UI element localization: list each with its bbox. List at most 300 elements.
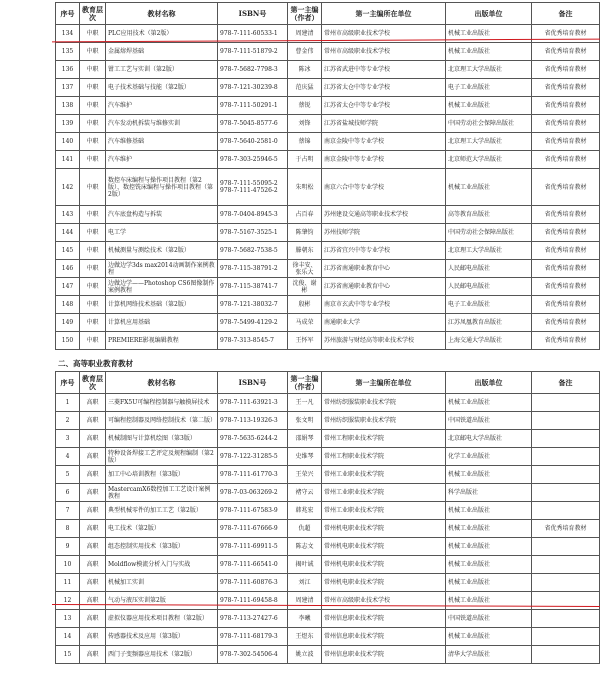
cell-index: 4	[56, 448, 80, 466]
cell-index: 10	[56, 556, 80, 574]
table-row	[56, 43, 600, 61]
table-row	[56, 466, 600, 484]
cell-publisher: 机械工业出版社	[446, 43, 532, 61]
cell-level: 高职	[80, 394, 106, 412]
cell-editor: 陈志文	[288, 538, 322, 556]
cell-publisher: 机械工业出版社	[446, 502, 532, 520]
cell-publisher: 机械工业出版社	[446, 628, 532, 646]
cell-unit: 常州信息职业技术学院	[322, 646, 446, 664]
cell-editor: 张文明	[288, 412, 322, 430]
cell-note: 省优秀培育教材	[532, 61, 600, 79]
cell-unit: 常州纺织服装职业技术学院	[322, 394, 446, 412]
column-header: 序号	[56, 3, 80, 25]
cell-title: 数控车床编程与操作项目教程（第2版）、数控铣床编程与操作项目教程（第2版）	[106, 169, 218, 206]
cell-unit: 常州信息职业技术学院	[322, 610, 446, 628]
cell-note: 省优秀培育教材	[532, 206, 600, 224]
cell-title: 金属熔焊基础	[106, 43, 218, 61]
cell-index: 8	[56, 520, 80, 538]
cell-editor: 周建清	[288, 592, 322, 610]
cell-index: 137	[56, 79, 80, 97]
cell-isbn: 978-7-111-63921-3	[218, 394, 288, 412]
table-row	[56, 97, 600, 115]
cell-index: 146	[56, 260, 80, 278]
cell-isbn: 978-7-111-69911-5	[218, 538, 288, 556]
cell-note: 省优秀培育教材	[532, 242, 600, 260]
cell-unit: 常州机电职业技术学院	[322, 556, 446, 574]
cell-note: 省优秀培育教材	[532, 224, 600, 242]
table-row	[56, 646, 600, 664]
cell-editor: 曹金伟	[288, 43, 322, 61]
cell-note: 省优秀培育教材	[532, 97, 600, 115]
table-row	[56, 502, 600, 520]
cell-unit: 常州市高级职业技术学校	[322, 43, 446, 61]
cell-isbn: 978-7-111-51879-2	[218, 43, 288, 61]
cell-title: 汽车维修基础	[106, 133, 218, 151]
table-higher-vocational	[55, 371, 600, 664]
cell-isbn: 978-7-313-8545-7	[218, 332, 288, 350]
cell-publisher: 北京师范大学出版社	[446, 151, 532, 169]
cell-unit: 江苏省武进中等专业学校	[322, 61, 446, 79]
cell-level: 高职	[80, 412, 106, 430]
cell-level: 中职	[80, 133, 106, 151]
cell-note	[532, 610, 600, 628]
table-row	[56, 151, 600, 169]
cell-index: 9	[56, 538, 80, 556]
table-row	[56, 224, 600, 242]
column-header: ISBN号	[218, 3, 288, 25]
cell-isbn: 978-7-111-69458-8	[218, 592, 288, 610]
cell-unit: 苏州旅游与财经高等职业技术学校	[322, 332, 446, 350]
table-secondary-vocational	[55, 2, 600, 350]
column-header: 备注	[532, 372, 600, 394]
cell-publisher: 机械工业出版社	[446, 592, 532, 610]
cell-title: 边做边学——Photoshop CS6图像制作案例教程	[106, 278, 218, 296]
cell-editor: 褚守云	[288, 484, 322, 502]
cell-level: 中职	[80, 79, 106, 97]
cell-index: 5	[56, 466, 80, 484]
cell-index: 138	[56, 97, 80, 115]
cell-level: 高职	[80, 628, 106, 646]
cell-publisher: 电子工业出版社	[446, 79, 532, 97]
cell-title: PREMIERE影视编辑教程	[106, 332, 218, 350]
cell-level: 中职	[80, 43, 106, 61]
cell-editor: 徐丰安、张乐大	[288, 260, 322, 278]
table-row	[56, 538, 600, 556]
cell-title: 特种设备焊接工艺评定及规程编制（第2版）	[106, 448, 218, 466]
cell-index: 147	[56, 278, 80, 296]
table-row	[56, 430, 600, 448]
cell-unit: 常州工业职业技术学院	[322, 484, 446, 502]
cell-title: 三菱FX5U可编程控制器与触摸屏技术	[106, 394, 218, 412]
cell-level: 中职	[80, 296, 106, 314]
table-row	[56, 260, 600, 278]
cell-title: 典型机械零件的加工工艺（第2版）	[106, 502, 218, 520]
column-header: 出版单位	[446, 3, 532, 25]
cell-unit: 江苏省南通职业教育中心	[322, 260, 446, 278]
cell-note: 省优秀培育教材	[532, 169, 600, 206]
cell-index: 14	[56, 628, 80, 646]
cell-editor: 王煜东	[288, 628, 322, 646]
cell-editor: 马成荣	[288, 314, 322, 332]
table-row	[56, 484, 600, 502]
cell-note: 省优秀培育教材	[532, 43, 600, 61]
cell-index: 1	[56, 394, 80, 412]
cell-isbn: 978-7-113-19326-3	[218, 412, 288, 430]
cell-editor: 王怀军	[288, 332, 322, 350]
table-row	[56, 206, 600, 224]
cell-level: 高职	[80, 520, 106, 538]
cell-editor: 朱明松	[288, 169, 322, 206]
cell-index: 2	[56, 412, 80, 430]
cell-isbn: 978-7-111-55095-2 978-7-111-47526-2	[218, 169, 288, 206]
cell-level: 高职	[80, 610, 106, 628]
cell-editor: 李曦	[288, 610, 322, 628]
cell-unit: 江苏省太仓中等专业学校	[322, 97, 446, 115]
cell-isbn: 978-7-111-60876-3	[218, 574, 288, 592]
cell-publisher: 化学工业出版社	[446, 448, 532, 466]
table-row	[56, 242, 600, 260]
column-header: 教材名称	[106, 372, 218, 394]
cell-title: 计算机网络技术基础（第2版）	[106, 296, 218, 314]
cell-index: 12	[56, 592, 80, 610]
cell-level: 高职	[80, 556, 106, 574]
cell-isbn: 978-7-5045-8577-6	[218, 115, 288, 133]
cell-publisher: 机械工业出版社	[446, 97, 532, 115]
table-row	[56, 448, 600, 466]
cell-isbn: 978-7-111-66541-0	[218, 556, 288, 574]
section-title: 二、高等职业教育教材	[58, 359, 133, 368]
cell-note	[532, 646, 600, 664]
cell-unit: 苏州建设交通高等职业技术学校	[322, 206, 446, 224]
cell-title: 计算机应用基础	[106, 314, 218, 332]
cell-publisher: 北京邮电大学出版社	[446, 430, 532, 448]
cell-index: 148	[56, 296, 80, 314]
cell-title: 边做边学3ds max2014动画制作案例教程	[106, 260, 218, 278]
cell-publisher: 清华大学出版社	[446, 646, 532, 664]
cell-title: MastercamX6数控加工工艺设计案例教程	[106, 484, 218, 502]
cell-level: 中职	[80, 206, 106, 224]
cell-note	[532, 556, 600, 574]
cell-title: 组态控制实用技术（第3版）	[106, 538, 218, 556]
cell-editor: 仇超	[288, 520, 322, 538]
column-header: 教育层次	[80, 3, 106, 25]
cell-unit: 常州工程职业技术学院	[322, 448, 446, 466]
cell-note	[532, 484, 600, 502]
cell-publisher: 中国劳动社会保障出版社	[446, 115, 532, 133]
cell-level: 中职	[80, 260, 106, 278]
table-row	[56, 520, 600, 538]
column-header: 序号	[56, 372, 80, 394]
cell-index: 136	[56, 61, 80, 79]
cell-isbn: 978-7-115-38741-7	[218, 278, 288, 296]
cell-publisher: 北京理工大学出版社	[446, 242, 532, 260]
table-row	[56, 332, 600, 350]
cell-unit: 常州信息职业技术学院	[322, 628, 446, 646]
cell-publisher: 科学出版社	[446, 484, 532, 502]
cell-editor: 于占明	[288, 151, 322, 169]
cell-editor: 刘锋	[288, 115, 322, 133]
cell-publisher: 中国铁道出版社	[446, 610, 532, 628]
cell-title: 电工技术（第2版）	[106, 520, 218, 538]
column-header: 第一主编所在单位	[322, 3, 446, 25]
cell-publisher: 上海交通大学出版社	[446, 332, 532, 350]
cell-note	[532, 430, 600, 448]
cell-isbn: 978-7-5640-2581-0	[218, 133, 288, 151]
cell-publisher: 北京理工大学出版社	[446, 61, 532, 79]
cell-isbn: 978-7-03-063269-2	[218, 484, 288, 502]
cell-level: 中职	[80, 242, 106, 260]
cell-title: 机械制图与计算机绘图（第3版）	[106, 430, 218, 448]
cell-unit: 南通职业大学	[322, 314, 446, 332]
cell-index: 142	[56, 169, 80, 206]
table-row	[56, 133, 600, 151]
cell-isbn: 978-7-111-50291-1	[218, 97, 288, 115]
cell-note: 省优秀培育教材	[532, 314, 600, 332]
cell-note: 省优秀培育教材	[532, 25, 600, 43]
table-header-row	[56, 3, 600, 25]
cell-note	[532, 538, 600, 556]
cell-level: 高职	[80, 430, 106, 448]
cell-editor: 陈肇钧	[288, 224, 322, 242]
cell-title: 可编程控制器及网络控制技术（第二版）	[106, 412, 218, 430]
cell-isbn: 978-7-111-68179-3	[218, 628, 288, 646]
cell-publisher: 机械工业出版社	[446, 169, 532, 206]
cell-editor: 沈俊、谢彬	[288, 278, 322, 296]
cell-level: 高职	[80, 592, 106, 610]
cell-index: 15	[56, 646, 80, 664]
table-body	[56, 394, 600, 664]
cell-unit: 南京六合中等专业学校	[322, 169, 446, 206]
cell-index: 3	[56, 430, 80, 448]
cell-index: 134	[56, 25, 80, 43]
cell-title: 钳工工艺与实训（第2版）	[106, 61, 218, 79]
table-row	[56, 169, 600, 206]
cell-note	[532, 502, 600, 520]
cell-level: 高职	[80, 574, 106, 592]
cell-index: 13	[56, 610, 80, 628]
table-row	[56, 556, 600, 574]
cell-title: 虚拟仪器应用技术项目教程（第2版）	[106, 610, 218, 628]
cell-note: 省优秀培育教材	[532, 79, 600, 97]
cell-isbn: 978-7-0404-8945-3	[218, 206, 288, 224]
cell-index: 6	[56, 484, 80, 502]
cell-index: 7	[56, 502, 80, 520]
cell-unit: 常州工业职业技术学院	[322, 466, 446, 484]
cell-unit: 常州机电职业技术学院	[322, 520, 446, 538]
table-row	[56, 628, 600, 646]
cell-editor: 滕朝东	[288, 242, 322, 260]
column-header: 第一主编所在单位	[322, 372, 446, 394]
table-row	[56, 278, 600, 296]
cell-title: 传感器技术及应用（第3版）	[106, 628, 218, 646]
cell-editor: 姚立波	[288, 646, 322, 664]
column-header: 教育层次	[80, 372, 106, 394]
column-header: ISBN号	[218, 372, 288, 394]
cell-note	[532, 466, 600, 484]
cell-level: 中职	[80, 25, 106, 43]
column-header: 备注	[532, 3, 600, 25]
cell-index: 11	[56, 574, 80, 592]
cell-isbn: 978-7-303-25946-5	[218, 151, 288, 169]
cell-publisher: 人民邮电出版社	[446, 278, 532, 296]
table-row	[56, 574, 600, 592]
cell-unit: 江苏省南通职业教育中心	[322, 278, 446, 296]
cell-note: 省优秀培育教材	[532, 151, 600, 169]
cell-editor: 王一凡	[288, 394, 322, 412]
cell-editor: 范庆猛	[288, 79, 322, 97]
cell-note: 省优秀培育教材	[532, 332, 600, 350]
cell-level: 高职	[80, 466, 106, 484]
cell-level: 中职	[80, 115, 106, 133]
cell-editor: 史维琴	[288, 448, 322, 466]
cell-index: 139	[56, 115, 80, 133]
cell-unit: 江苏省宜兴中等专业学校	[322, 242, 446, 260]
cell-note	[532, 448, 600, 466]
cell-isbn: 978-7-111-67666-9	[218, 520, 288, 538]
cell-isbn: 978-7-121-38032-7	[218, 296, 288, 314]
cell-editor: 揭叶诚	[288, 556, 322, 574]
cell-unit: 南京金陵中等专业学校	[322, 151, 446, 169]
cell-isbn: 978-7-5682-7798-3	[218, 61, 288, 79]
table-row	[56, 592, 600, 610]
cell-level: 中职	[80, 97, 106, 115]
column-header: 第一主编（作者）	[288, 372, 322, 394]
cell-level: 高职	[80, 538, 106, 556]
cell-level: 中职	[80, 332, 106, 350]
table-row	[56, 394, 600, 412]
cell-note	[532, 412, 600, 430]
cell-editor: 周建清	[288, 25, 322, 43]
cell-isbn: 978-7-302-54506-4	[218, 646, 288, 664]
cell-title: 西门子变频器应用技术（第2版）	[106, 646, 218, 664]
cell-level: 高职	[80, 448, 106, 466]
column-header: 出版单位	[446, 372, 532, 394]
cell-unit: 江苏省盐城技师学院	[322, 115, 446, 133]
cell-isbn: 978-7-121-30239-8	[218, 79, 288, 97]
cell-title: 汽车发动机拆装与维修实训	[106, 115, 218, 133]
cell-unit: 南京金陵中等专业学校	[322, 133, 446, 151]
cell-title: 汽车维护	[106, 97, 218, 115]
cell-level: 高职	[80, 502, 106, 520]
cell-publisher: 机械工业出版社	[446, 394, 532, 412]
cell-isbn: 978-7-111-61770-3	[218, 466, 288, 484]
cell-publisher: 机械工业出版社	[446, 520, 532, 538]
cell-index: 150	[56, 332, 80, 350]
cell-note: 省优秀培育教材	[532, 520, 600, 538]
cell-title: PLC应用技术（第2版）	[106, 25, 218, 43]
cell-editor: 蔡锐	[288, 97, 322, 115]
cell-isbn: 978-7-5499-4129-2	[218, 314, 288, 332]
cell-unit: 南京市玄武中等专业学校	[322, 296, 446, 314]
cell-publisher: 机械工业出版社	[446, 538, 532, 556]
cell-unit: 苏州技师学院	[322, 224, 446, 242]
cell-isbn: 978-7-5635-6244-2	[218, 430, 288, 448]
cell-index: 145	[56, 242, 80, 260]
column-header: 教材名称	[106, 3, 218, 25]
cell-index: 140	[56, 133, 80, 151]
cell-unit: 常州工业职业技术学院	[322, 502, 446, 520]
cell-title: 汽车维护	[106, 151, 218, 169]
cell-editor: 占百春	[288, 206, 322, 224]
column-header: 第一主编（作者）	[288, 3, 322, 25]
cell-level: 中职	[80, 278, 106, 296]
table-row	[56, 314, 600, 332]
cell-editor: 王荣兴	[288, 466, 322, 484]
table-row	[56, 296, 600, 314]
cell-isbn: 978-7-5682-7538-5	[218, 242, 288, 260]
cell-publisher: 人民邮电出版社	[446, 260, 532, 278]
cell-level: 中职	[80, 151, 106, 169]
cell-title: 加工中心培训教程（第3版）	[106, 466, 218, 484]
cell-title: 机械测量与测绘技术（第2版）	[106, 242, 218, 260]
cell-note	[532, 394, 600, 412]
cell-unit: 常州市高级职业技术学校	[322, 25, 446, 43]
cell-unit: 江苏省太仓中等专业学校	[322, 79, 446, 97]
cell-title: 汽车底盘构造与拆装	[106, 206, 218, 224]
cell-publisher: 中国劳动社会保障出版社	[446, 224, 532, 242]
cell-level: 高职	[80, 646, 106, 664]
cell-publisher: 机械工业出版社	[446, 556, 532, 574]
cell-editor: 刘江	[288, 574, 322, 592]
cell-publisher: 中国铁道出版社	[446, 412, 532, 430]
table-row	[56, 610, 600, 628]
cell-editor: 邵娟琴	[288, 430, 322, 448]
cell-isbn: 978-7-5167-3525-1	[218, 224, 288, 242]
cell-title: 机械加工实训	[106, 574, 218, 592]
cell-level: 中职	[80, 314, 106, 332]
table-body	[56, 25, 600, 350]
cell-publisher: 北京理工大学出版社	[446, 133, 532, 151]
table-row	[56, 79, 600, 97]
cell-unit: 常州市高级职业技术学校	[322, 592, 446, 610]
cell-isbn: 978-7-115-38791-2	[218, 260, 288, 278]
cell-publisher: 机械工业出版社	[446, 574, 532, 592]
cell-level: 中职	[80, 169, 106, 206]
cell-isbn: 978-7-111-60533-1	[218, 25, 288, 43]
cell-unit: 常州纺织服装职业技术学院	[322, 412, 446, 430]
cell-publisher: 高等教育出版社	[446, 206, 532, 224]
cell-level: 中职	[80, 61, 106, 79]
cell-note: 省优秀培育教材	[532, 260, 600, 278]
cell-index: 135	[56, 43, 80, 61]
cell-editor: 殷彬	[288, 296, 322, 314]
cell-editor: 陈冰	[288, 61, 322, 79]
cell-publisher: 机械工业出版社	[446, 25, 532, 43]
cell-editor: 蔡锦	[288, 133, 322, 151]
cell-note: 省优秀培育教材	[532, 296, 600, 314]
cell-note	[532, 628, 600, 646]
cell-level: 中职	[80, 224, 106, 242]
cell-level: 高职	[80, 484, 106, 502]
cell-unit: 常州机电职业技术学院	[322, 574, 446, 592]
table-header-row	[56, 372, 600, 394]
cell-title: 电子技术基础与技能（第2版）	[106, 79, 218, 97]
cell-publisher: 电子工业出版社	[446, 296, 532, 314]
cell-isbn: 978-7-122-31285-5	[218, 448, 288, 466]
cell-unit: 常州机电职业技术学院	[322, 538, 446, 556]
cell-note: 省优秀培育教材	[532, 115, 600, 133]
cell-title: 气动与液压实训第2版	[106, 592, 218, 610]
cell-note	[532, 574, 600, 592]
cell-index: 143	[56, 206, 80, 224]
table-row	[56, 412, 600, 430]
cell-index: 149	[56, 314, 80, 332]
cell-isbn: 978-7-113-27427-6	[218, 610, 288, 628]
cell-index: 144	[56, 224, 80, 242]
cell-publisher: 江苏凤凰教育出版社	[446, 314, 532, 332]
table-row	[56, 61, 600, 79]
cell-note: 省优秀培育教材	[532, 133, 600, 151]
